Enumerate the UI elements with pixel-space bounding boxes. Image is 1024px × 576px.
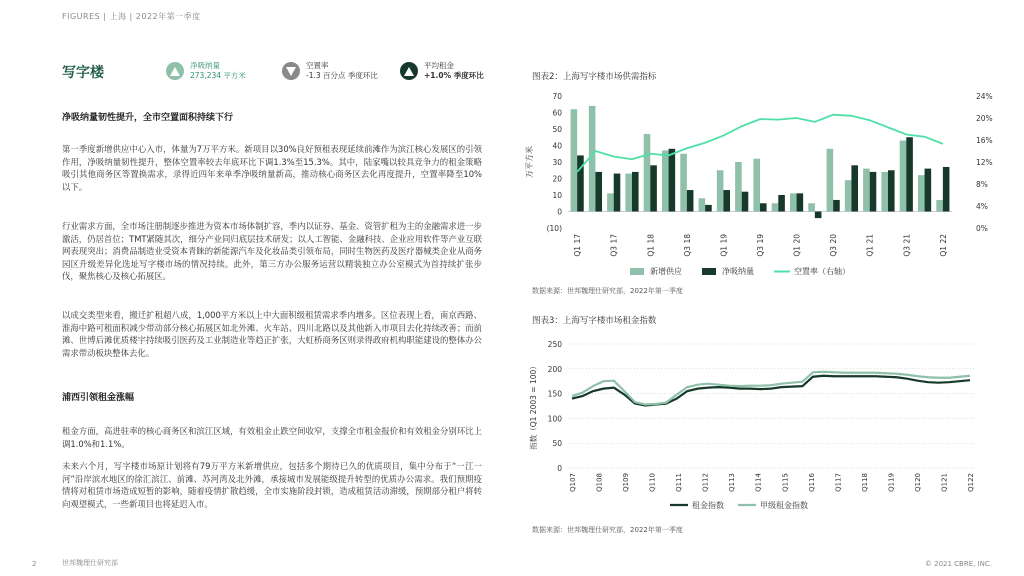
bar-net-absorption <box>705 205 712 212</box>
bar-new-supply <box>936 200 943 212</box>
x-tick-label: Q111 <box>675 473 684 492</box>
bar-new-supply <box>790 193 797 211</box>
y-tick-label: 10 <box>552 191 562 200</box>
bar-new-supply <box>607 193 614 211</box>
x-tick-label: Q110 <box>648 473 657 492</box>
legend-label: 净吸纳量 <box>722 267 754 276</box>
bar-new-supply <box>845 180 852 211</box>
bar-net-absorption <box>742 192 749 212</box>
x-tick-label: Q3 21 <box>902 234 912 257</box>
y-tick-label: 0 <box>557 207 562 217</box>
x-tick-label: Q1 21 <box>865 234 875 257</box>
bar-net-absorption <box>595 172 602 212</box>
x-tick-label: Q1 22 <box>938 234 948 257</box>
bar-net-absorption <box>614 174 621 212</box>
bar-net-absorption <box>760 203 767 211</box>
bar-new-supply <box>900 141 907 212</box>
y-tick-label: 0 <box>557 464 562 473</box>
bar-net-absorption <box>888 170 895 211</box>
footer-right: © 2021 CBRE, INC. <box>924 560 992 568</box>
y2-tick-label: 0% <box>976 224 988 233</box>
x-tick-label: Q3 17 <box>609 234 619 257</box>
x-tick-label: Q119 <box>887 473 896 492</box>
x-tick-label: Q1 19 <box>719 234 729 257</box>
bar-new-supply <box>735 162 742 212</box>
bar-new-supply <box>772 203 779 211</box>
bar-new-supply <box>699 198 706 211</box>
y-tick-label: 50 <box>552 125 562 134</box>
x-tick-label: Q115 <box>781 473 790 492</box>
bar-new-supply <box>881 172 888 212</box>
x-tick-label: Q117 <box>834 473 843 492</box>
bar-net-absorption <box>870 172 877 212</box>
x-tick-label: Q1 18 <box>646 234 656 257</box>
y-tick-label: 50 <box>552 439 562 449</box>
bar-net-absorption <box>815 212 822 219</box>
y2-tick-label: 8% <box>976 180 988 189</box>
y-axis-label: 万平方米 <box>525 146 534 178</box>
article-heading-1: 净吸纳量韧性提升，全市空置面积持续下行 <box>62 113 234 123</box>
y-tick-label: 200 <box>547 364 562 374</box>
x-tick-label: Q121 <box>940 473 949 492</box>
x-tick-label: Q122 <box>967 473 975 492</box>
up-triangle-icon <box>166 62 184 80</box>
chart-source: 数据来源：世邦魏理仕研究部，2022年第一季度 <box>532 287 683 295</box>
kpi-label: 空置率 <box>306 61 329 70</box>
bar-new-supply <box>662 150 669 211</box>
bar-net-absorption <box>778 195 785 212</box>
y2-tick-label: 16% <box>976 136 993 145</box>
chart-source: 数据来源：世邦魏理仕研究部，2022年第一季度 <box>532 526 683 534</box>
kpi-rent <box>400 58 484 84</box>
article-paragraph: 未来六个月，写字楼市场原计划将有79万平方米新增供应，包括多个期待已久的优质项目，集中分布于“一江一河”沿岸滨水地区的徐汇滨江、前滩、苏河湾及北外滩，承接城市发展能级提升转型的优质办公需求。我们预期疫情将对租赁市场造成短暂的影响，随着疫情扩散趋缓，全市实施阶段封锁，造成租赁活动滞缓，预期部分租户将转向观望模式，一些新项目也将延迟入市。 <box>62 461 482 509</box>
bar-new-supply <box>863 169 870 212</box>
y-tick-label: 150 <box>547 389 562 399</box>
bar-net-absorption <box>723 190 730 211</box>
x-tick-label: Q1 20 <box>792 234 802 257</box>
y-tick-label: 30 <box>552 158 562 167</box>
article-paragraph: 租金方面，高进驻率的核心商务区和滨江区域，有效租金止跌空间收窄，支撑全市租金报价和有效租金分别环比上调1.0%和1.1%。 <box>62 426 482 449</box>
bar-net-absorption <box>577 155 584 211</box>
supply-demand-chart <box>520 86 1000 286</box>
bar-new-supply <box>644 134 651 212</box>
bar-new-supply <box>625 174 632 212</box>
y-tick-label: 20 <box>552 174 562 184</box>
y2-tick-label: 12% <box>976 158 993 167</box>
x-tick-label: Q113 <box>728 473 737 492</box>
bar-net-absorption <box>797 193 804 211</box>
legend-label: 租金指数 <box>692 501 724 510</box>
kpi-value: -1.3 百分点 季度环比 <box>306 71 378 80</box>
kpi-value: 273,234 平方米 <box>190 71 246 80</box>
kpi-label: 平均租金 <box>424 61 454 70</box>
x-tick-label: Q3 18 <box>682 234 692 257</box>
article-paragraph: 行业需求方面，全市场注册制逐步推进为资本市场体制扩容，季内以证券、基金、资管扩租为主的金融需求进一步激活，仍居首位；TMT紧随其次，细分产业同归底层技术研发；以人工智能、金融科技、企业应用软件等产业互联网表现突出；消费品制造业受资本青睐的新能源汽车及化妆品类引领布局，同时生物医药及医疗器械类企业从商务园区升级差异化选址写字楼市场的情况持续。此外，第三方办公服务运营以精装独立办公室模式为首持续扩张步伐，聚焦核心及核心拓展区。 <box>62 221 482 282</box>
bar-net-absorption <box>943 167 950 212</box>
x-tick-label: Q118 <box>860 473 869 492</box>
bar-net-absorption <box>687 190 694 211</box>
section-title: 写字楼 <box>62 65 104 81</box>
bar-net-absorption <box>632 172 639 212</box>
rent-index-line <box>572 376 970 406</box>
legend-label: 甲级租金指数 <box>760 501 808 510</box>
y2-tick-label: 20% <box>976 114 993 123</box>
x-tick-label: Q112 <box>701 473 710 492</box>
bar-new-supply <box>753 159 760 212</box>
bar-new-supply <box>827 149 834 212</box>
y-tick-label: 70 <box>552 92 562 101</box>
y-axis-label: 指数（Q1 2003 = 100） <box>529 362 538 450</box>
bar-new-supply <box>808 203 815 211</box>
legend-label: 空置率（右轴） <box>794 267 850 276</box>
x-tick-label: Q1 17 <box>573 234 583 257</box>
down-triangle-icon <box>282 62 300 80</box>
y-tick-label: 100 <box>547 414 562 424</box>
x-tick-label: Q108 <box>595 473 604 492</box>
chart-title: 图表3：上海写字楼市场租金指数 <box>532 316 657 326</box>
y2-tick-label: 4% <box>976 202 988 211</box>
y-tick-label: 250 <box>547 340 562 349</box>
footer-left: 世邦魏理仕研究部 <box>62 559 118 567</box>
kpi-vacancy <box>282 58 378 84</box>
y-tick-label: 40 <box>552 141 562 151</box>
legend-swatch <box>630 268 644 275</box>
bar-net-absorption <box>833 200 840 212</box>
y-tick-label: 60 <box>552 108 562 118</box>
rent-index-chart <box>520 332 1000 517</box>
y-tick-label: (10) <box>546 224 562 233</box>
bar-new-supply <box>918 175 925 211</box>
legend-swatch <box>702 268 716 275</box>
article-paragraph: 以成交类型来看，搬迁扩租超八成，1,000平方米以上中大面积级租赁需求季内增多。区位表现上看，南京西路、淮海中路可租面积减少带动部分核心拓展区如北外滩、火车站、四川北路以及其他新入市项目去化持续改善；而前滩、世博后滩优质楼宇持续吸引医药及工业制造业等趋正扩张，大虹桥商务区则录得政府机构职能建设的整体办公需求带动板块整体去化。 <box>62 310 482 358</box>
x-tick-label: Q3 20 <box>829 234 839 257</box>
bar-net-absorption <box>669 149 676 212</box>
x-tick-label: Q114 <box>754 473 763 492</box>
report-header: FIGURES | 上海 | 2022年第一季度 <box>62 12 201 21</box>
x-tick-label: Q109 <box>622 473 631 492</box>
up-triangle-icon <box>400 62 418 80</box>
bar-net-absorption <box>851 165 858 211</box>
chart-title: 图表2：上海写字楼市场供需指标 <box>532 72 657 82</box>
bar-new-supply <box>571 109 578 211</box>
x-tick-label: Q116 <box>807 473 816 492</box>
x-tick-label: Q3 19 <box>756 234 765 257</box>
page-number: 2 <box>32 560 37 568</box>
kpi-value: +1.0% 季度环比 <box>424 71 484 80</box>
bar-net-absorption <box>650 165 657 211</box>
kpi-net-absorption <box>166 58 246 84</box>
bar-new-supply <box>717 170 724 211</box>
x-tick-label: Q107 <box>569 473 577 492</box>
article-heading-2: 浦西引领租金涨幅 <box>62 393 135 403</box>
article-paragraph: 第一季度新增供应中心入市，体量为7万平方米。新项目以30%良好预租表现延续前滩作为滨江核心发展区的引领作用，净吸纳量韧性提升，整体空置率较去年底环比下调1.3%至15.3%。其中，陆家嘴以较具竞争力的租金策略吸引其他商务区等置换需求，录得近四年来单季净吸纳量新高，推动核心商务区去化再度提升，空置率降至10%以下。 <box>62 144 482 192</box>
bar-net-absorption <box>906 137 913 211</box>
x-tick-label: Q120 <box>913 473 922 492</box>
y2-tick-label: 24% <box>976 92 993 101</box>
bar-net-absorption <box>925 169 932 212</box>
bar-new-supply <box>680 154 687 212</box>
kpi-label: 净吸纳量 <box>190 61 220 70</box>
legend-label: 新增供应 <box>650 267 682 276</box>
